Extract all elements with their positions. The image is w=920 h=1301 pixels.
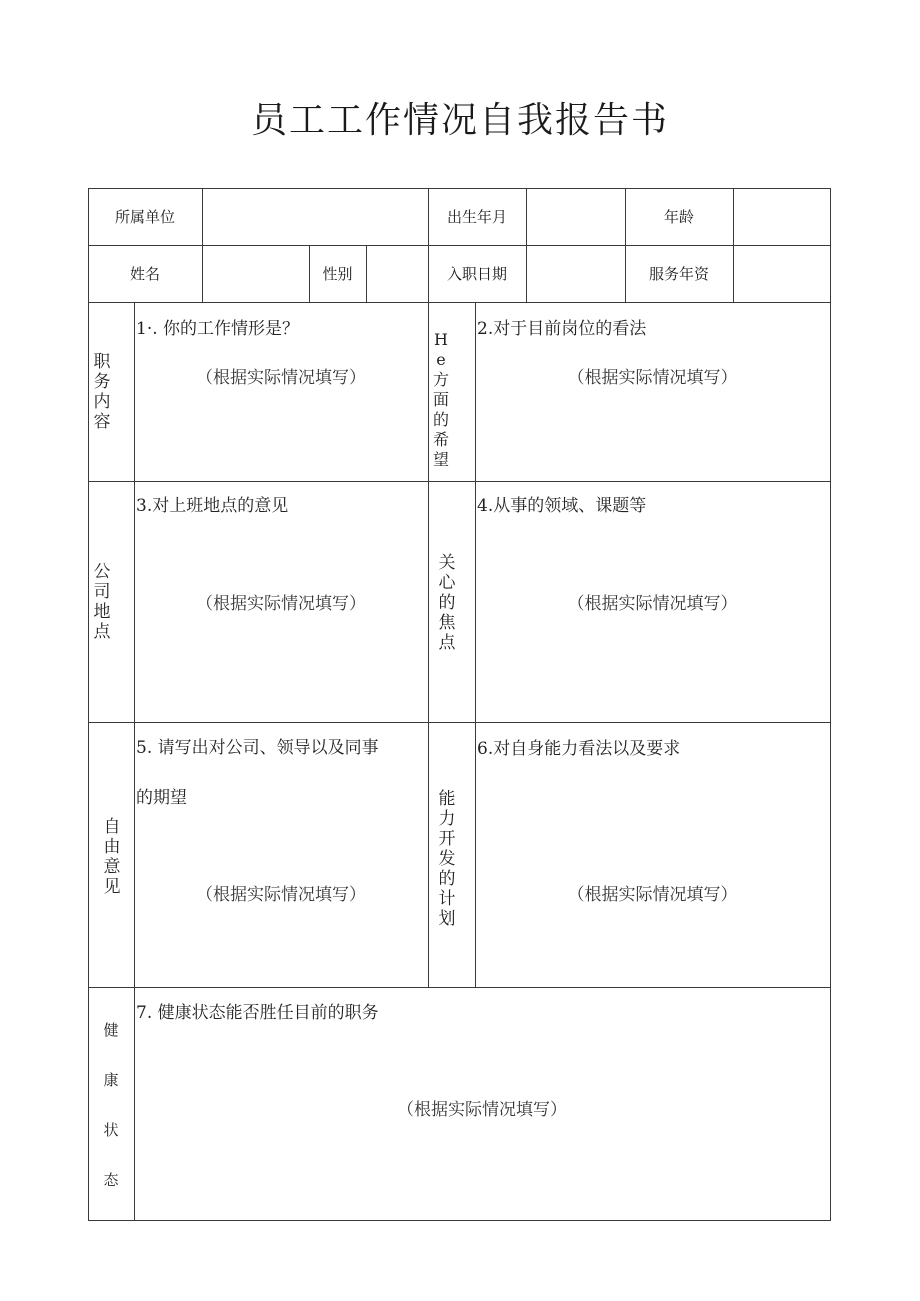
question-6: 6.对自身能力看法以及要求	[477, 739, 681, 759]
table-border-top	[88, 188, 831, 189]
document-title: 员工工作情况自我报告书	[250, 100, 669, 141]
table-border-bottom	[88, 1220, 831, 1221]
col-divider	[428, 188, 429, 302]
gender-label: 性别	[322, 265, 353, 283]
question-5-line2: 的期望	[136, 788, 187, 808]
duty-section-label: 职务内容	[93, 352, 111, 432]
question-3: 3.对上班地点的意见	[136, 496, 289, 516]
plan-section-label: 能力开发的计划	[438, 789, 456, 929]
unit-label: 所属单位	[114, 208, 175, 226]
fill-hint-4: （根据实际情况填写）	[567, 594, 738, 614]
table-border-left	[88, 188, 89, 1221]
col-divider	[202, 188, 203, 302]
focus-section-label: 关心的焦点	[438, 553, 456, 653]
name-label: 姓名	[129, 265, 160, 283]
question-4: 4.从事的领域、课题等	[477, 496, 647, 516]
fill-hint-3: （根据实际情况填写）	[196, 594, 366, 614]
hire-date-label: 入职日期	[446, 265, 507, 283]
row-divider	[88, 987, 831, 988]
service-years-label: 服务年资	[648, 265, 709, 283]
row-divider	[88, 302, 831, 303]
question-7: 7. 健康状态能否胜任目前的职务	[136, 1003, 379, 1023]
col-divider	[733, 188, 734, 302]
fill-hint-2: （根据实际情况填写）	[567, 368, 738, 388]
col-divider	[428, 302, 429, 987]
age-label: 年龄	[663, 208, 694, 226]
question-1: 1·. 你的工作情形是？	[136, 319, 300, 339]
col-divider	[366, 245, 367, 302]
col-divider	[625, 188, 626, 302]
row-divider	[88, 481, 831, 482]
place-section-label: 公司地点	[93, 562, 111, 642]
col-divider	[526, 188, 527, 302]
fill-hint-1: （根据实际情况填写）	[196, 368, 366, 388]
col-divider	[134, 302, 135, 1221]
question-5-line1: 5. 请写出对公司、领导以及同事	[136, 738, 379, 758]
fill-hint-5: （根据实际情况填写）	[196, 885, 366, 905]
row-divider	[88, 245, 831, 246]
table-border-right	[830, 188, 831, 1221]
question-2: 2.对于目前岗位的看法	[477, 319, 647, 339]
fill-hint-6: （根据实际情况填写）	[567, 885, 738, 905]
row-divider	[88, 722, 831, 723]
opinion-section-label: 自由意见	[103, 817, 121, 897]
health-section-label: 健康状态	[103, 1021, 119, 1189]
wish-section-label: He方面的希望	[432, 330, 449, 469]
birth-label: 出生年月	[446, 208, 507, 226]
fill-hint-7: （根据实际情况填写）	[397, 1100, 567, 1120]
